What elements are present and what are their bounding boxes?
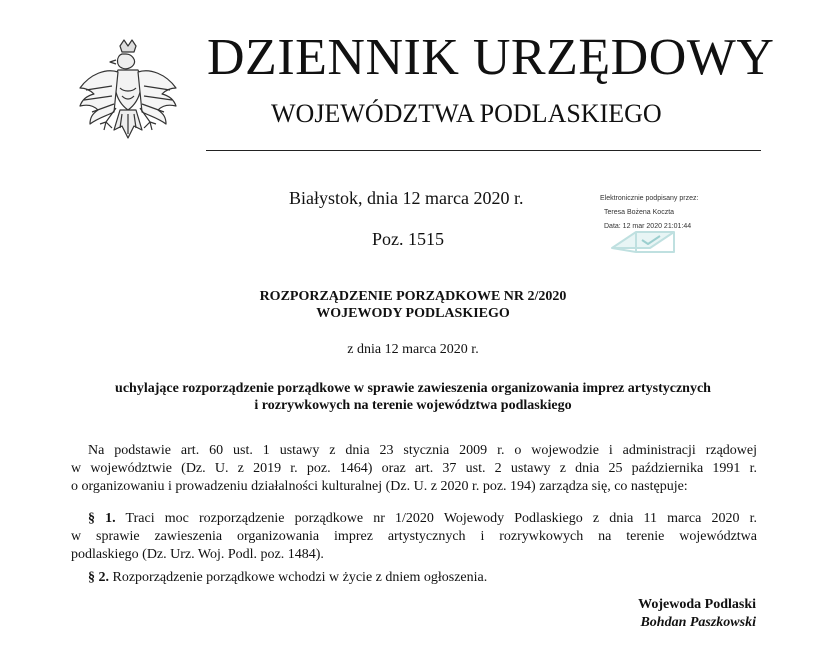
act-subject-line: i rozrywkowych na terenie województwa podlaskiego xyxy=(254,398,572,413)
paragraph-text: Rozporządzenie porządkowe wchodzi w życie z dniem ogłoszenia. xyxy=(109,570,488,585)
masthead-subtitle: WOJEWÓDZTWA PODLASKIEGO xyxy=(271,99,662,128)
paragraph-line: w sprawie zawieszenia organizowania imprez artystycznych i rozrywkowych na terenie województwa xyxy=(71,529,757,544)
signature-check-mark-icon xyxy=(608,228,678,256)
masthead-divider xyxy=(206,150,761,151)
signer-name: Bohdan Paszkowski xyxy=(640,615,756,630)
paragraph-line: Na podstawie art. 60 ust. 1 ustawy z dnia 23 stycznia 2009 r. o wojewodzie i administracji rządowej xyxy=(88,443,757,458)
section-2-paragraph xyxy=(71,569,757,587)
paragraph-line xyxy=(71,510,757,528)
act-subject-line: uchylające rozporządzenie porządkowe w sprawie zawieszenia organizowania imprez artystycznych xyxy=(115,381,711,396)
place-and-date: Białystok, dnia 12 marca 2020 r. xyxy=(289,188,524,208)
legal-basis-paragraph xyxy=(71,442,757,496)
act-title-line: ROZPORZĄDZENIE PORZĄDKOWE NR 2/2020 xyxy=(259,289,567,304)
masthead-title: DZIENNIK URZĘDOWY xyxy=(207,29,775,86)
position-number: Poz. 1515 xyxy=(372,229,444,249)
signer-block xyxy=(638,596,756,632)
act-date: z dnia 12 marca 2020 r. xyxy=(347,342,479,357)
signer-office: Wojewoda Podlaski xyxy=(638,597,756,612)
act-title-line: WOJEWODY PODLASKIEGO xyxy=(316,306,510,321)
paragraph-line xyxy=(71,569,757,587)
white-eagle-emblem-icon xyxy=(72,38,184,160)
signature-signer: Teresa Bożena Koczta xyxy=(604,209,675,216)
paragraph-line: o organizowaniu i prowadzeniu działalności kulturalnej (Dz. U. z 2020 r. poz. 194) zarządza się, co następuje: xyxy=(71,479,688,494)
section-mark: § 1. xyxy=(88,511,116,526)
paragraph-line: w województwie (Dz. U. z 2019 r. poz. 1464) oraz art. 37 ust. 2 ustawy z dnia 25 października 1991 r. xyxy=(71,461,757,476)
signature-date: Data: 12 mar 2020 21:01:44 xyxy=(604,223,692,230)
paragraph-text: Traci moc rozporządzenie porządkowe nr 1/2020 Wojewody Podlaskiego z dnia 11 marca 2020 r. xyxy=(115,511,757,526)
act-title xyxy=(0,288,826,322)
section-1-paragraph xyxy=(71,510,757,564)
section-mark: § 2. xyxy=(88,570,109,585)
act-subject xyxy=(0,380,826,414)
signature-label: Elektronicznie podpisany przez: xyxy=(600,195,699,202)
paragraph-line: podlaskiego (Dz. Urz. Woj. Podl. poz. 1484). xyxy=(71,547,324,562)
